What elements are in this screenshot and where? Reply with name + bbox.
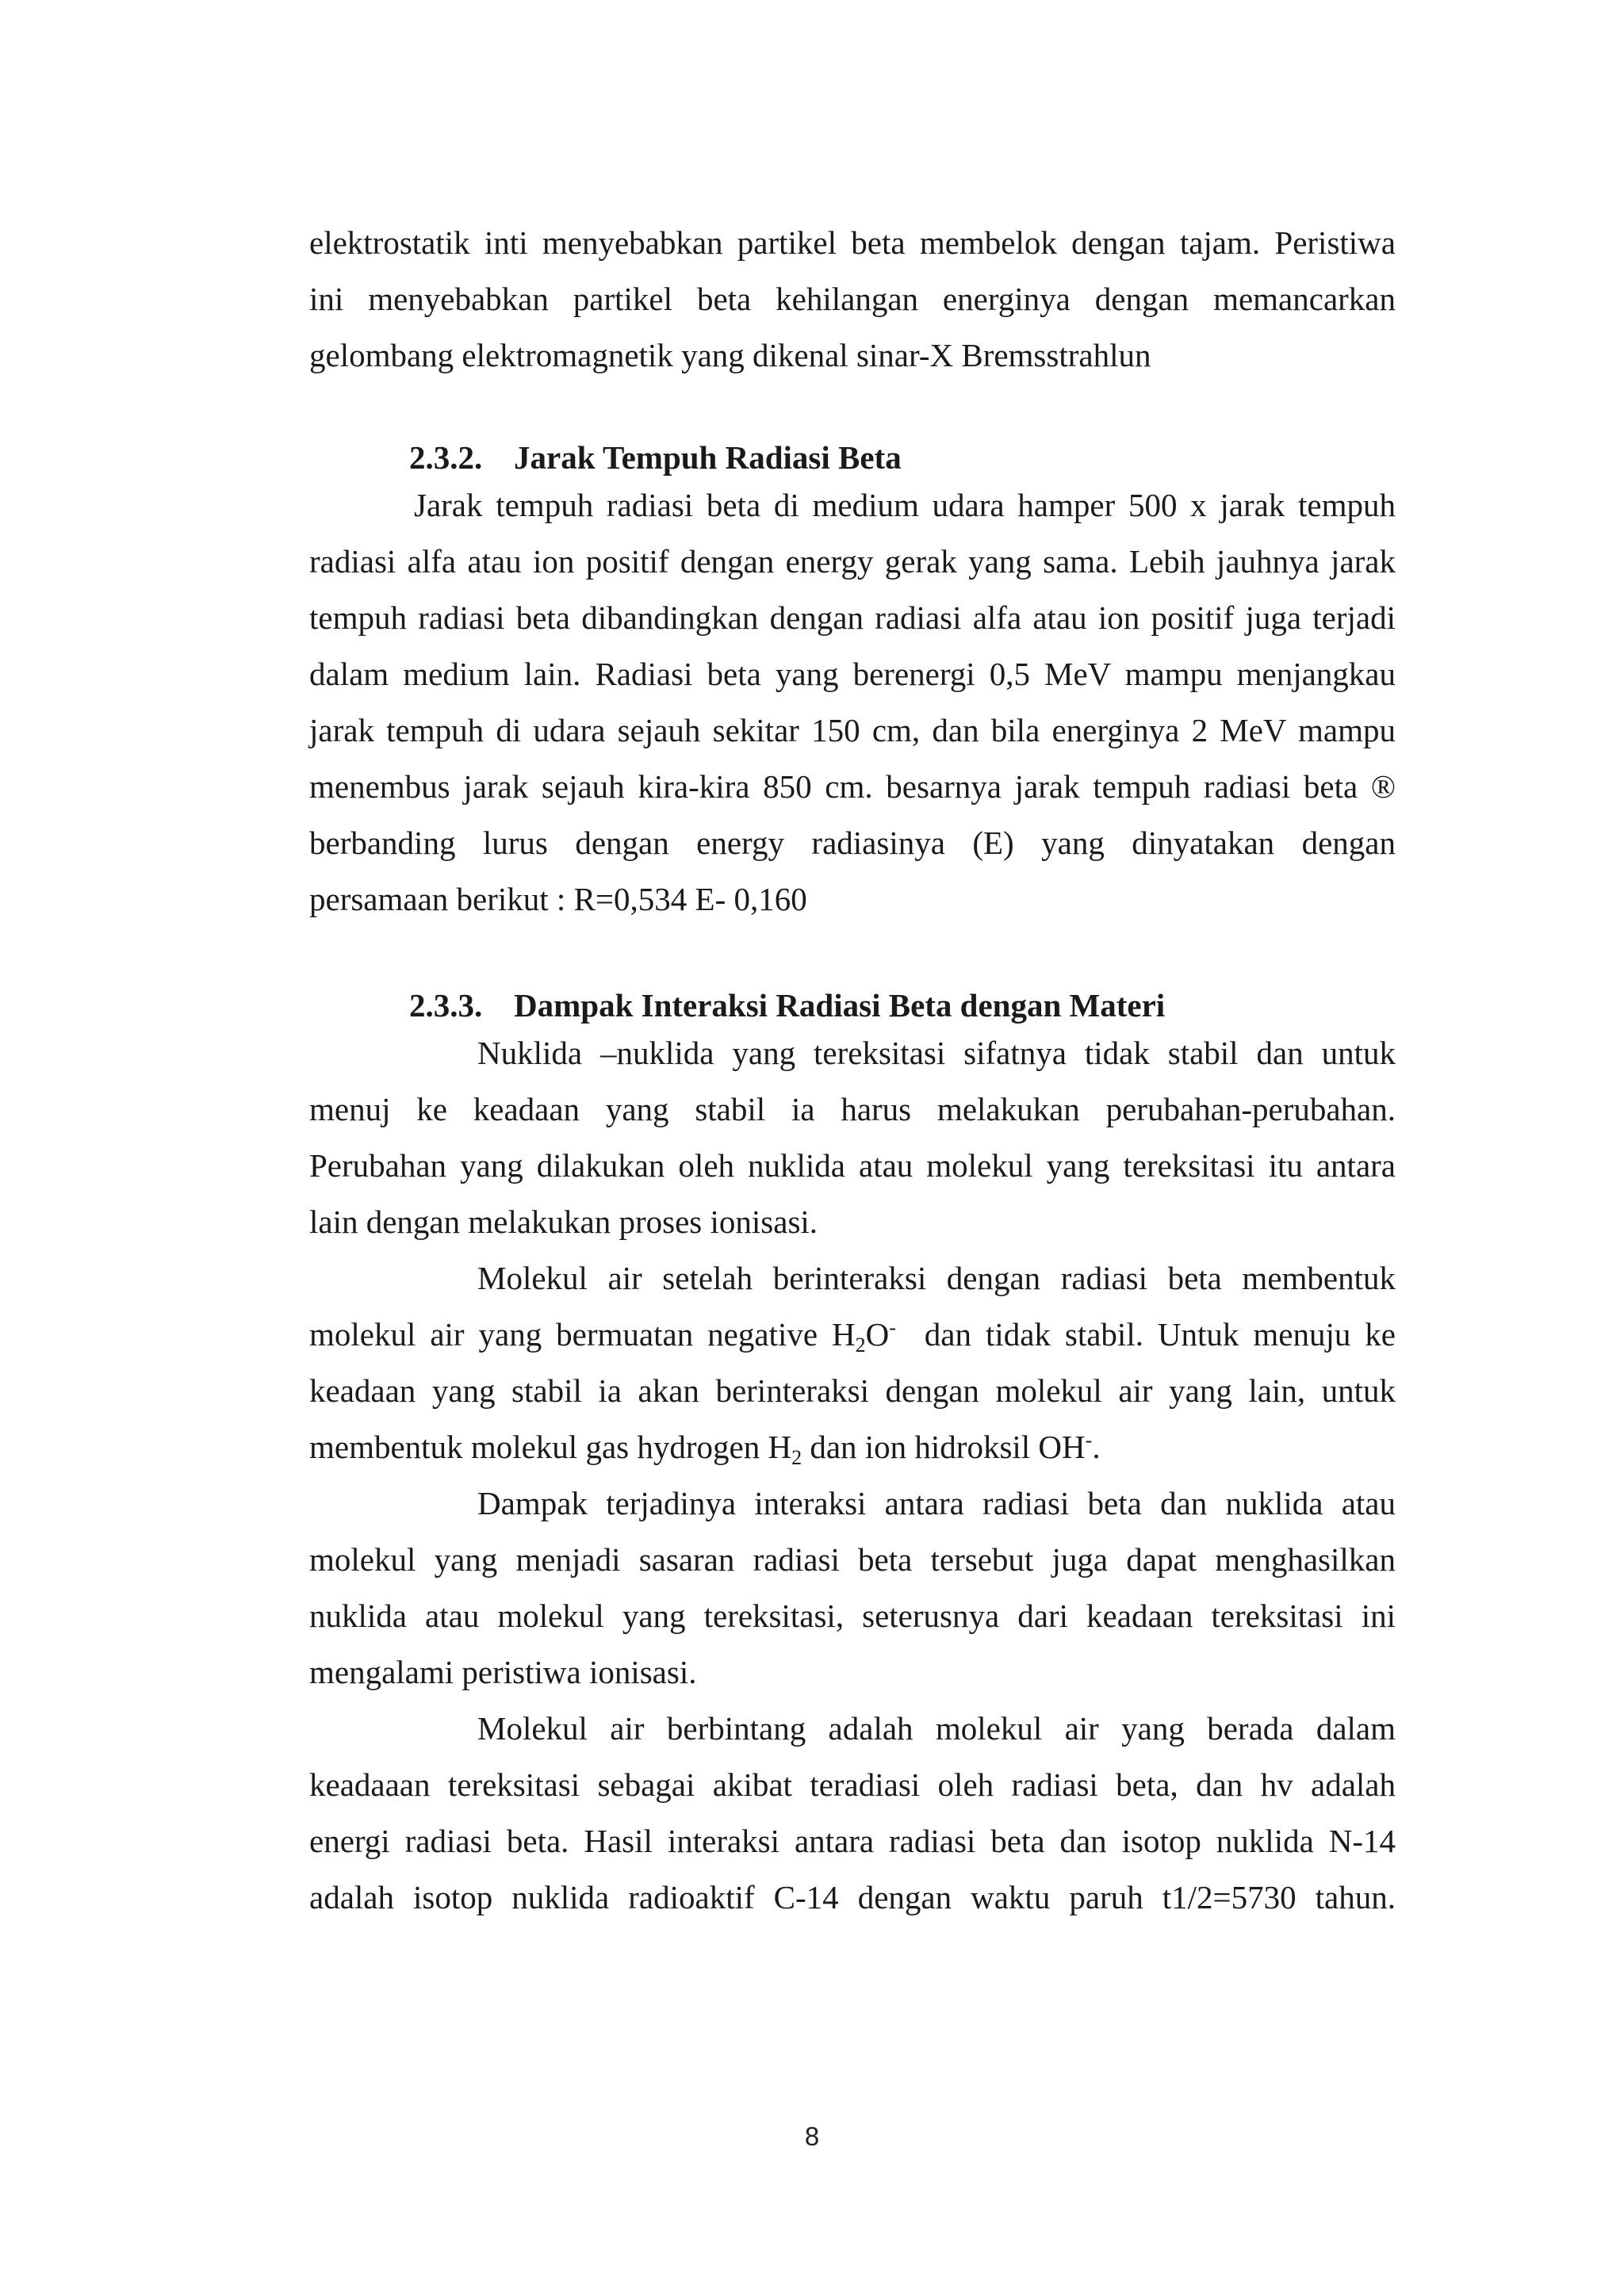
text-line: adalah isotop nuklida radioaktif C-14 dengan waktu paruh t1/2=5730 tahun. [309, 1879, 1396, 1915]
page-number: 8 [804, 2122, 820, 2151]
spacer [309, 392, 1396, 430]
section-heading-2-3-3 [309, 978, 1396, 1034]
text-line-formula-h2o [309, 1315, 1396, 1372]
subscript: 2 [791, 1446, 802, 1469]
section-title: Jarak Tempuh Radiasi Beta [514, 439, 902, 476]
text-line: Perubahan yang dilakukan oleh nuklida atau molekul yang tereksitasi itu antara [309, 1147, 1396, 1184]
text-line: energi radiasi beta. Hasil interaksi antara radiasi beta dan isotop nuklida N-14 [309, 1823, 1396, 1859]
text-line: persamaan berikut : R=0,534 E- 0,160 [309, 881, 807, 917]
text-line: Nuklida –nuklida yang tereksitasi sifatnya tidak stabil dan untuk [477, 1035, 1396, 1071]
text-line: berbanding lurus dengan energy radiasinya (E) yang dinyatakan dengan [309, 825, 1396, 861]
text-line: molekul yang menjadi sasaran radiasi beta tersebut juga dapat menghasilkan [309, 1541, 1396, 1578]
text-line: dalam medium lain. Radiasi beta yang berenergi 0,5 MeV mampu menjangkau [309, 656, 1396, 692]
section-2-3-3-paragraph-4 [309, 1709, 1396, 1934]
section-2-3-2-paragraph [309, 486, 1396, 936]
text-line: Molekul air setelah berinteraksi dengan radiasi beta membentuk [477, 1260, 1396, 1296]
text-line: Dampak terjadinya interaksi antara radiasi beta dan nuklida atau [477, 1485, 1396, 1521]
text-line: gelombang elektromagnetik yang dikenal sinar-X Bremsstrahlun [309, 337, 1151, 373]
page-body [309, 224, 1396, 1934]
section-2-3-3-paragraph-2 [309, 1259, 1396, 1484]
text-span: molekul air yang bermuatan negative H [309, 1316, 856, 1353]
text-line: nuklida atau molekul yang tereksitasi, seterusnya dari keadaan tereksitasi ini [309, 1598, 1396, 1634]
text-span: O [865, 1316, 890, 1353]
section-number: 2.3.3. [409, 987, 483, 1024]
superscript: - [1085, 1429, 1093, 1452]
section-title: Dampak Interaksi Radiasi Beta dengan Materi [514, 987, 1166, 1024]
text-line: mengalami peristiwa ionisasi. [309, 1654, 697, 1690]
text-line: keadaaan tereksitasi sebagai akibat teradiasi oleh radiasi beta, dan hv adalah [309, 1766, 1396, 1803]
intro-paragraph [309, 224, 1396, 392]
text-line: menembus jarak sejauh kira-kira 850 cm. besarnya jarak tempuh radiasi beta ® [309, 768, 1396, 805]
subscript: 2 [855, 1334, 866, 1357]
spacer [309, 936, 1396, 978]
text-line: Jarak tempuh radiasi beta di medium udara hamper 500 x jarak tempuh [414, 487, 1396, 523]
text-line: jarak tempuh di udara sejauh sekitar 150 cm, dan bila energinya 2 MeV mampu [309, 712, 1396, 748]
text-line: radiasi alfa atau ion positif dengan energy gerak yang sama. Lebih jauhnya jarak [309, 543, 1396, 580]
text-line: elektrostatik inti menyebabkan partikel beta membelok dengan tajam. Peristiwa [309, 224, 1396, 261]
text-span: dan ion hidroksil OH [802, 1429, 1086, 1465]
section-2-3-3-paragraph-1 [309, 1034, 1396, 1259]
text-line: tempuh radiasi beta dibandingkan dengan radiasi alfa atau ion positif juga terjadi [309, 599, 1396, 636]
text-line: menuj ke keadaan yang stabil ia harus melakukan perubahan-perubahan. [309, 1091, 1396, 1127]
section-number: 2.3.2. [409, 439, 483, 476]
text-span: dan tidak stabil. Untuk menuju ke [895, 1316, 1396, 1353]
text-line: lain dengan melakukan proses ionisasi. [309, 1203, 818, 1240]
section-heading-2-3-2 [309, 430, 1396, 486]
text-line-formula-h2-oh [309, 1428, 1396, 1484]
text-line: keadaan yang stabil ia akan berinteraksi dengan molekul air yang lain, untuk [309, 1372, 1396, 1409]
text-span: . [1092, 1429, 1101, 1465]
text-span: membentuk molekul gas hydrogen H [309, 1429, 792, 1465]
text-line: ini menyebabkan partikel beta kehilangan energinya dengan memancarkan [309, 281, 1396, 317]
section-2-3-3-paragraph-3 [309, 1484, 1396, 1709]
superscript: - [889, 1316, 896, 1339]
text-line: Molekul air berbintang adalah molekul air yang berada dalam [477, 1710, 1396, 1747]
